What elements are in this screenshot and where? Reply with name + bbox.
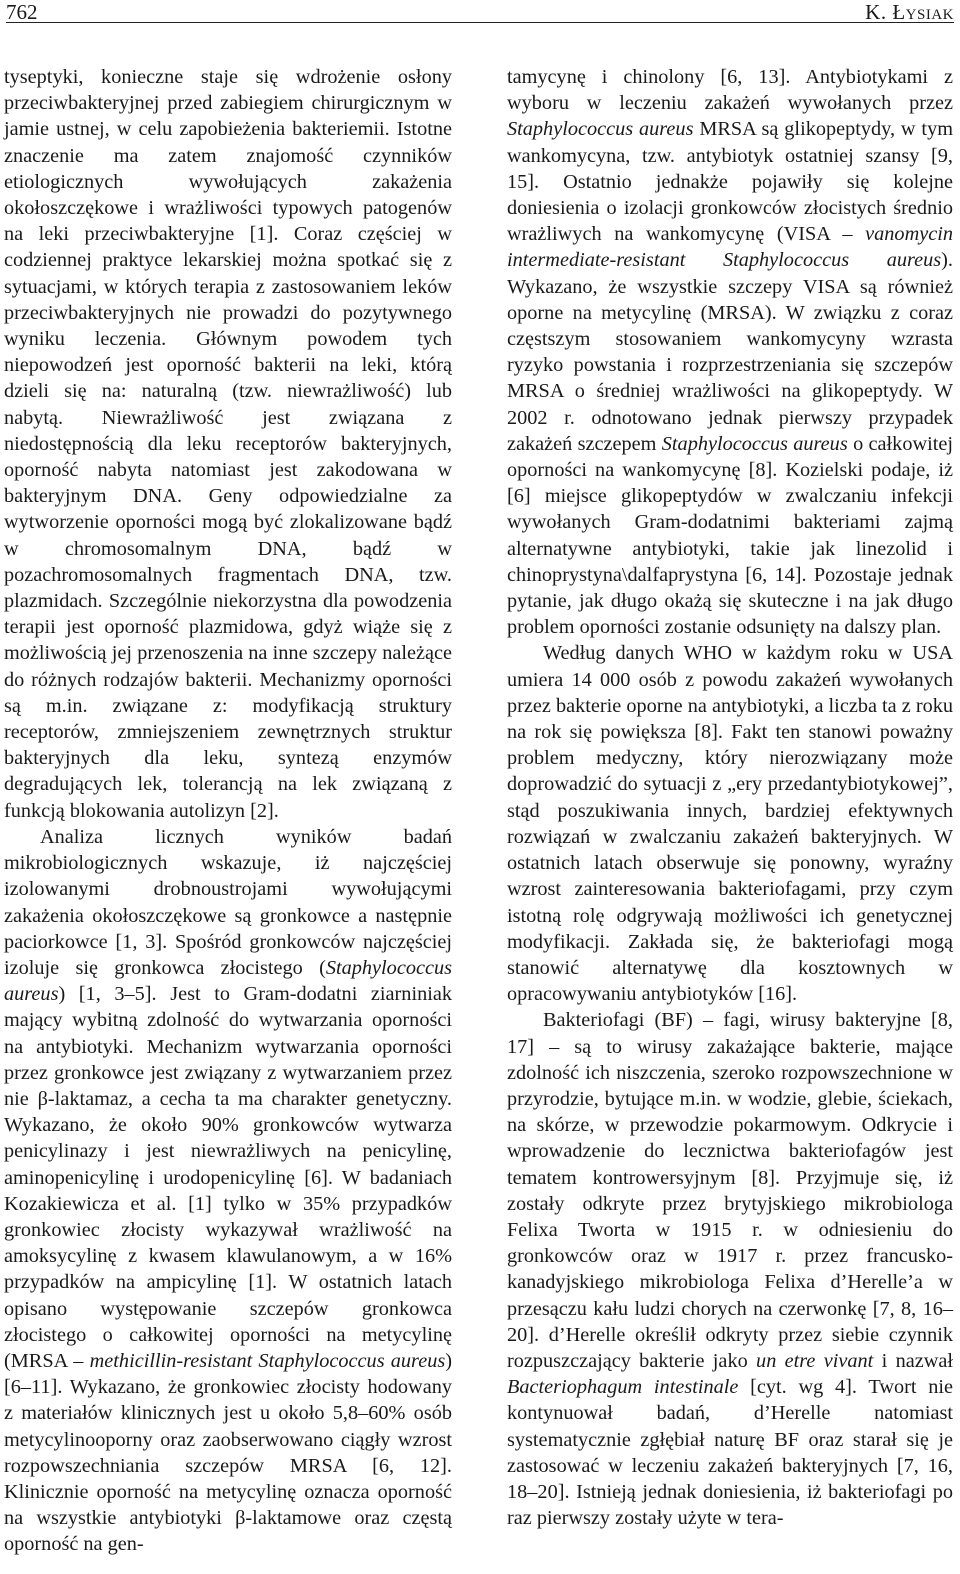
paragraph: Analiza licznych wyników badań mikrobiologicznych wskazuje, iż najczęściej izolowanymi drobnoustrojami wywołującymi zakażenia okołoszczękowe są gronkowce a następnie paciorkowce [1, 3]. Spośród gronkowców najczęściej izoluje się gronkowca złocistego (Staphylococcus aureus) [1, 3–5]. Jest to Gram-dodatni ziarniniak mający wybitną zdolność do wytwarzania oporności na antybiotyki. Mechanizm wytwarzania oporności przez gronkowce jest związany z wytwarzaniem przez nie β-laktamaz, a cecha ta ma charakter genetyczny. Wykazano, że około 90% gronkowców wytwarza penicylinazy i jest niewrażliwych na penicylinę, aminopenicylinę i urodopenicylinę [6]. W badaniach Kozakiewicza et al. [1] tylko w 35% przypadków gronkowiec złocisty wykazywał wrażliwość na amoksycylinę z kwasem klawulanowym, a w 16% przypadków na ampicylinę [1]. W ostatnich latach opisano występowanie szczepów gronkowca złocistego o całkowitej oporności na metycylinę (MRSA – methicillin-resistant Staphylococcus aureus) [6–11]. Wykazano, że gronkowiec złocisty hodowany z materiałów klinicznych jest u około 5,8–60% osób metycylinooporny oraz zaobserwowano ciągły wzrost rozpowszechniania szczepów MRSA [6, 12]. Klinicznie oporność na metycylinę oznacza oporność na wszystkie antybiotyki β-laktamowe oraz częstą oporność na gen- bbox=[4, 825, 452, 1556]
paragraph: tamycynę i chinolony [6, 13]. Antybiotykami z wyboru w leczeniu zakażeń wywołanych przez Staphylococcus aureus MRSA są glikopeptydy, w tym wankomycyna, tzw. antybiotyk ostatniej szansy [9, 15]. Ostatnio jednakże pojawiły się kolejne doniesienia o izolacji gronkowców złocistych średnio wrażliwych na wankomycynę (VISA – vanomycin intermediate-resistant Staphylococcus aureus). Wykazano, że wszystkie szczepy VISA są również oporne na metycylinę (MRSA). W związku z coraz częstszym stosowaniem wankomycyny wzrasta ryzyko powstania i rozprzestrzeniania się szczepów MRSA o średniej wrażliwości na glikopeptydy. W 2002 r. odnotowano jednak pierwszy przypadek zakażeń szczepem Staphylococcus aureus o całkowitej oporności na wankomycynę [8]. Kozielski podaje, iż [6] miejsce glikopeptydów w zwalczaniu infekcji wywołanych Gram-dodatnimi bakteriami zajmą alternatywne antybiotyki, takie jak linezolid i chinoprystyna\dalfaprystyna [6, 14]. Pozostaje jednak pytanie, jak długo okażą się skuteczne i na jak długo problem oporności zostanie odsunięty na dalszy plan. bbox=[507, 66, 954, 639]
running-author: K. Łysiak bbox=[865, 0, 954, 24]
page-number: 762 bbox=[6, 0, 38, 24]
paragraph: Według danych WHO w każdym roku w USA umiera 14 000 osób z powodu zakażeń wywołanych przez bakterie oporne na antybiotyki, a liczba ta z roku na rok się powiększa [8]. Fakt ten stanowi poważny problem medyczny, który nierozwiązany może doprowadzić do sytuacji z „ery przedantybiotykowej”, stąd poszukiwania innych, bardziej efektywnych rozwiązań w zwalczaniu zakażeń bakteryjnych. W ostatnich latach obserwuje się ponowny, wyraźny wzrost zainteresowania bakteriofagami, przy czym istotną rolę odgrywają możliwości ich genetycznej modyfikacji. Zakłada się, że bakteriofagi mogą stanowić alternatywę dla kosztownych w opracowywaniu antybiotyków [16]. bbox=[507, 642, 953, 1006]
right-column bbox=[507, 64, 953, 1531]
left-column bbox=[4, 64, 452, 1558]
page-header bbox=[6, 0, 954, 23]
paragraph: Bakteriofagi (BF) – fagi, wirusy bakteryjne [8, 17] – są to wirusy zakażające bakterie, mające zdolność ich niszczenia, szeroko rozpowszechnione w przyrodzie, bytujące m.in. w wodzie, glebie, ściekach, na skórze, w przewodzie pokarmowym. Odkrycie i wprowadzenie do lecznictwa bakteriofagów jest tematem kontrowersyjnym [8]. Przyjmuje się, iż zostały odkryte przez brytyjskiego mikrobiologa Felixa Tworta w 1915 r. w odniesieniu do gronkowców oraz w 1917 r. przez francusko-kanadyjskiego mikrobiologa Felixa d’Herelle’a w przesączu kału ludzi chorych na czerwonkę [7, 8, 16–20]. d’Herelle określił odkryty przez siebie czynnik rozpuszczający bakterie jako un etre vivant i nazwał Bacteriophagum intestinale [cyt. wg 4]. Twort nie kontynuował badań, d’Herelle natomiast systematycznie zgłębiał naturę BF oraz starał się je zastosować w leczeniu zakażeń bakteryjnych [7, 16, 18–20]. Istnieją jednak doniesienia, iż bakteriofagi po raz pierwszy zostały użyte w tera- bbox=[507, 1009, 954, 1530]
paragraph: tyseptyki, konieczne staje się wdrożenie osłony przeciwbakteryjnej przed zabiegiem chirurgicznym w jamie ustnej, w celu zapobieżenia bakteriemii. Istotne znaczenie ma zatem znajomość czynników etiologicznych wywołujących zakażenia okołoszczękowe i wrażliwości typowych patogenów na leki przeciwbakteryjne [1]. Coraz częściej w codziennej praktyce lekarskiej można spotkać się z sytuacjami, w których terapia z zastosowaniem leków przeciwbakteryjnych nie prowadzi do pozytywnego wyniku leczenia. Głównym powodem tych niepowodzeń jest oporność bakterii na leki, którą dzieli się na: naturalną (tzw. niewrażliwość) lub nabytą. Niewrażliwość jest związana z niedostępnością dla leku receptorów bakteryjnych, oporność nabyta natomiast jest zakodowana w bakteryjnym DNA. Geny odpowiedzialne za wytworzenie oporności mogą być zlokalizowane bądź w chromosomalnym DNA, bądź w pozachromosomalnych fragmentach DNA, tzw. plazmidach. Szczególnie niekorzystna dla powodzenia terapii jest oporność plazmidowa, gdyż wiąże się z możliwością jej przenoszenia na inne szczepy należące do różnych rodzajów bakterii. Mechanizmy oporności są m.in. związane z: modyfikacją struktury receptorów, zmniejszeniem zewnętrznych struktur bakteryjnych dla leku, syntezą enzymów degradujących lek, tolerancją na lek związaną z funkcją blokowania autolizyn [2]. bbox=[4, 66, 452, 822]
